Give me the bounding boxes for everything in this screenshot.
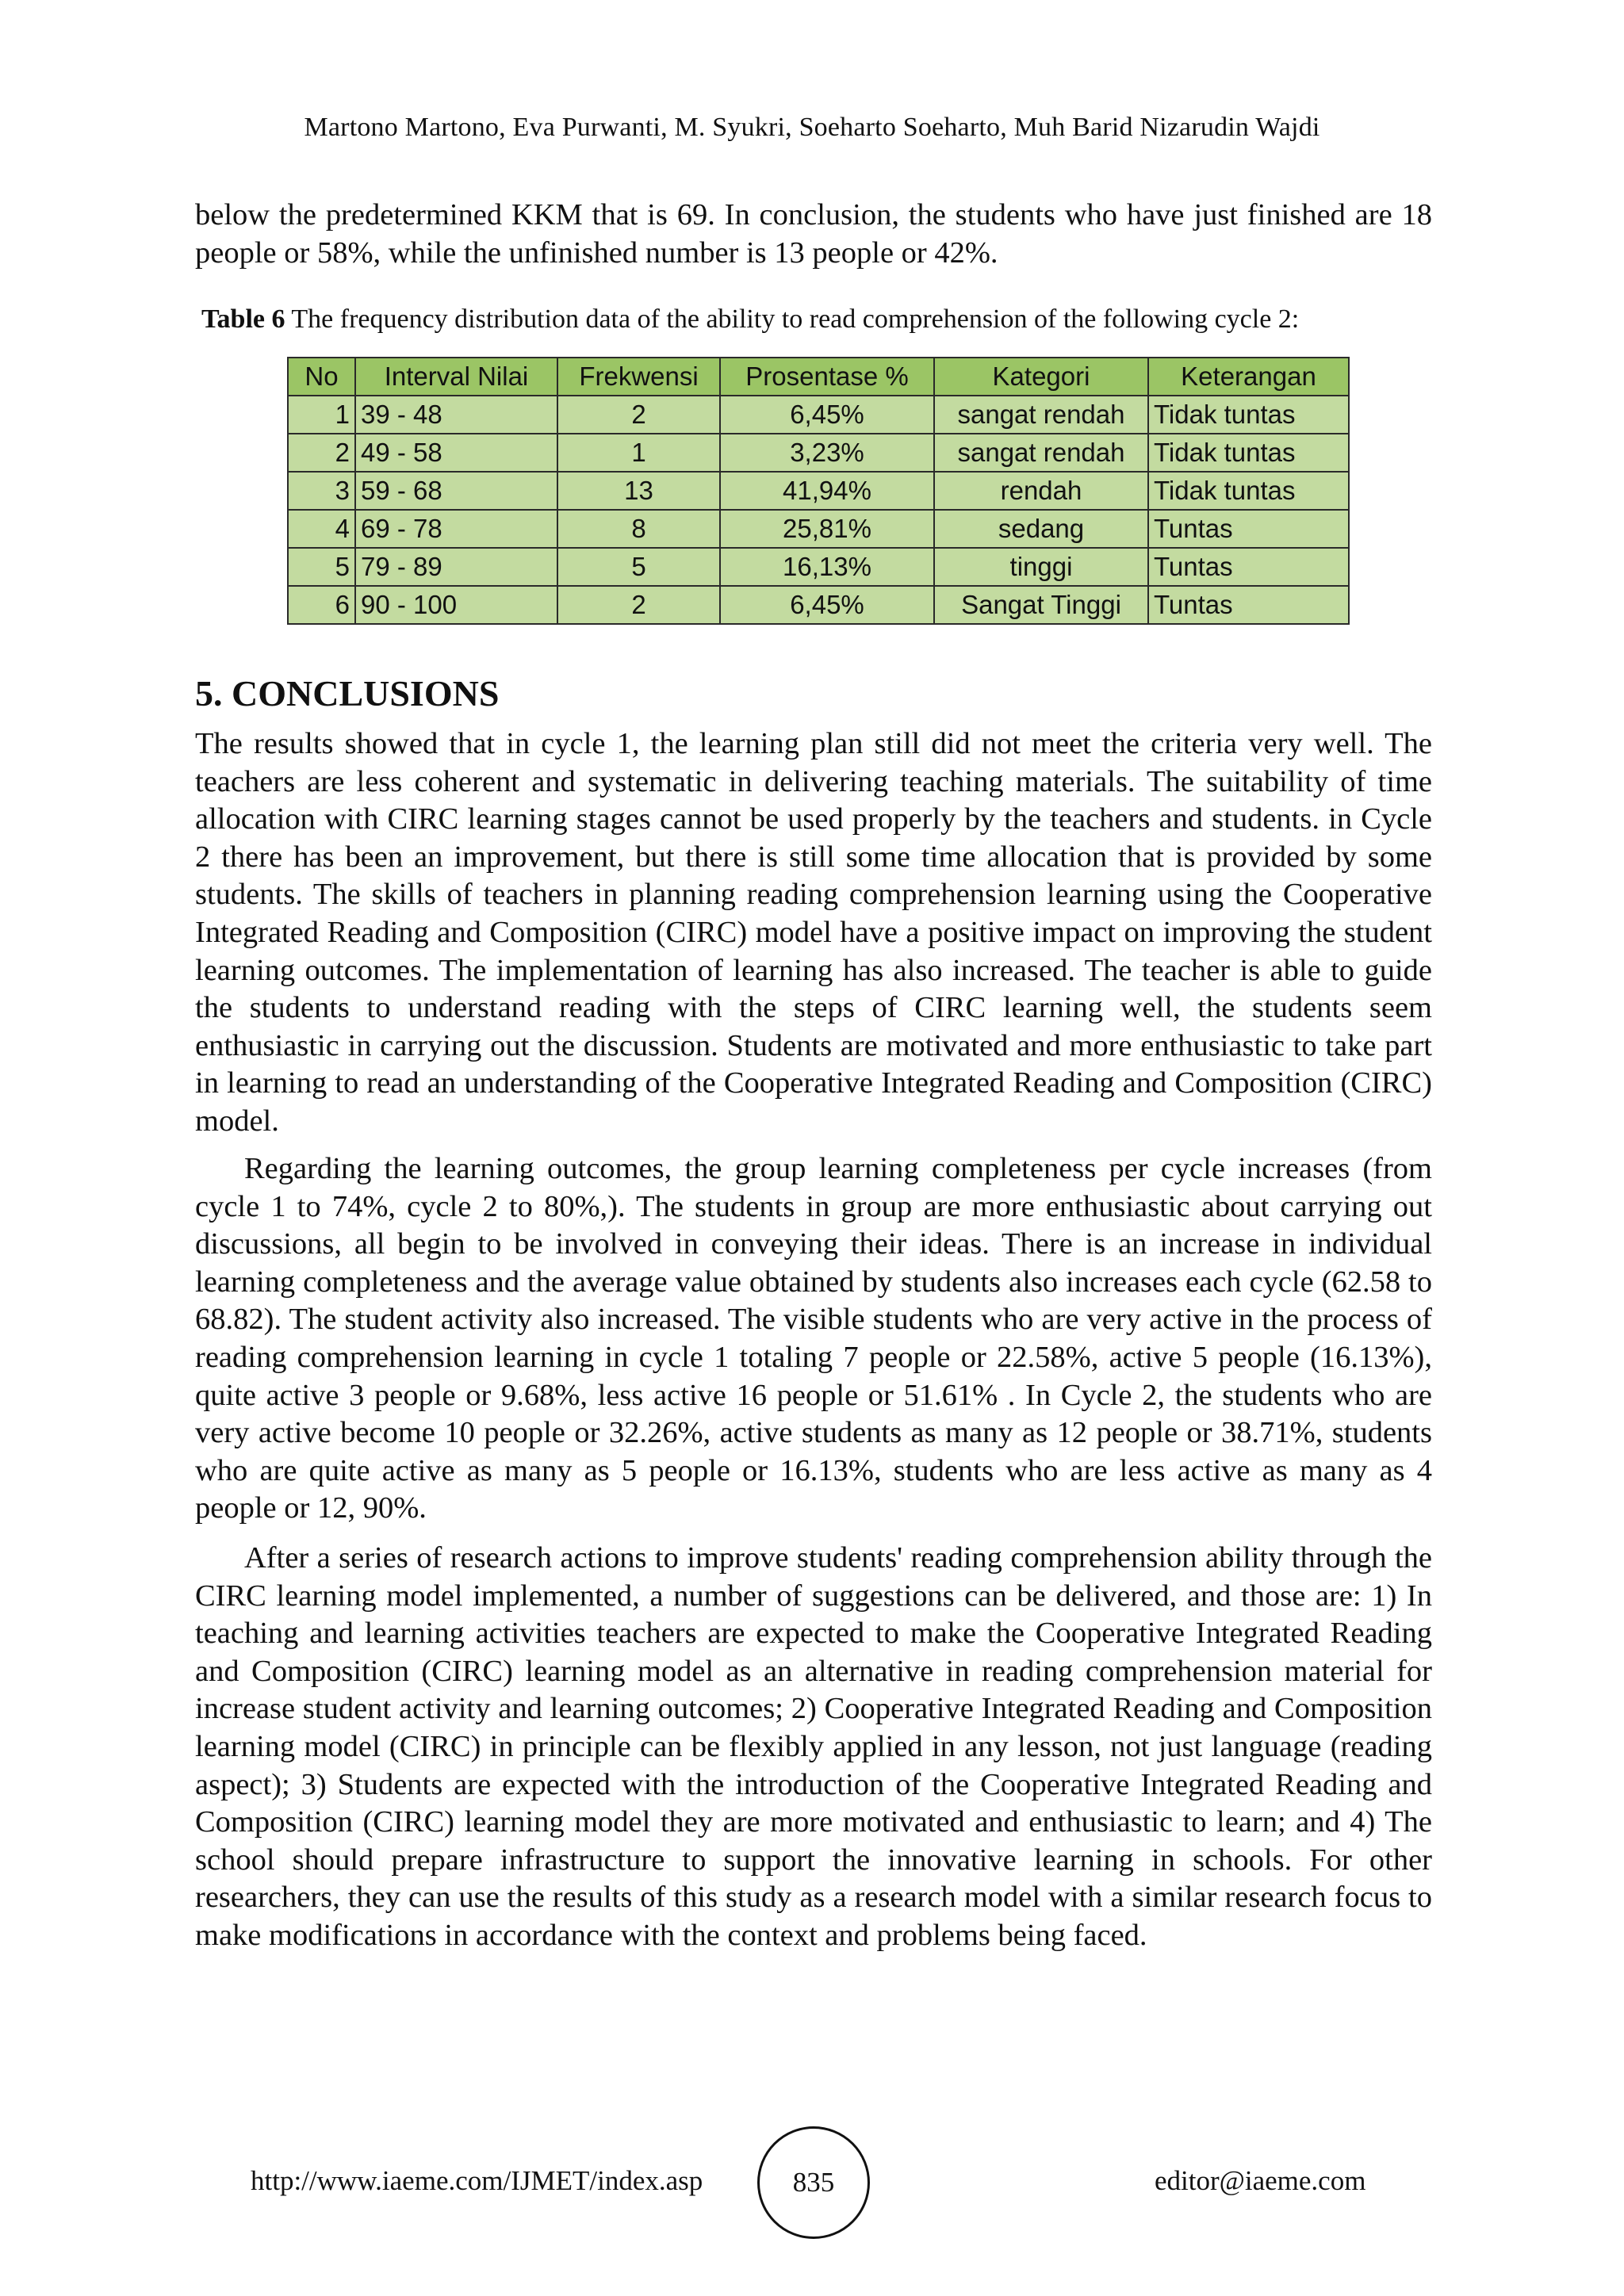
cell-interval: 79 - 89: [355, 548, 557, 586]
header-interval-nilai: Interval Nilai: [355, 358, 557, 396]
cell-prosentase: 3,23%: [720, 434, 934, 472]
cell-interval: 59 - 68: [355, 472, 557, 510]
table-header-row: [288, 358, 1349, 396]
cell-keterangan: Tidak tuntas: [1148, 434, 1349, 472]
cell-no: 2: [288, 434, 355, 472]
cell-prosentase: 41,94%: [720, 472, 934, 510]
footer-email-link[interactable]: editor@iaeme.com: [1155, 2165, 1366, 2196]
header-no: No: [288, 358, 355, 396]
cell-kategori: tinggi: [934, 548, 1148, 586]
cell-frekwensi: 2: [557, 396, 720, 434]
header-kategori: Kategori: [934, 358, 1148, 396]
cell-keterangan: Tidak tuntas: [1148, 472, 1349, 510]
cell-frekwensi: 13: [557, 472, 720, 510]
table-caption-label: Table 6: [201, 304, 285, 334]
cell-kategori: Sangat Tinggi: [934, 586, 1148, 624]
cell-no: 1: [288, 396, 355, 434]
cell-frekwensi: 5: [557, 548, 720, 586]
cell-prosentase: 6,45%: [720, 586, 934, 624]
footer-url-link[interactable]: http://www.iaeme.com/IJMET/index.asp: [251, 2165, 703, 2196]
cell-prosentase: 16,13%: [720, 548, 934, 586]
cell-keterangan: Tuntas: [1148, 510, 1349, 548]
table-caption-text: The frequency distribution data of the ability to read comprehension of the following cycle 2:: [285, 304, 1300, 334]
cell-prosentase: 25,81%: [720, 510, 934, 548]
cell-frekwensi: 8: [557, 510, 720, 548]
cell-kategori: sangat rendah: [934, 434, 1148, 472]
intro-paragraph: below the predetermined KKM that is 69. In conclusion, the students who have just finished are 18 people or 58%, while the unfinished number is 13 people or 42%.: [195, 198, 1432, 270]
table-row: [288, 548, 1349, 586]
cell-prosentase: 6,45%: [720, 396, 934, 434]
table-row: [288, 434, 1349, 472]
cell-keterangan: Tuntas: [1148, 548, 1349, 586]
cell-interval: 39 - 48: [355, 396, 557, 434]
cell-frekwensi: 2: [557, 586, 720, 624]
cell-interval: 49 - 58: [355, 434, 557, 472]
cell-kategori: sedang: [934, 510, 1148, 548]
cell-interval: 69 - 78: [355, 510, 557, 548]
cell-kategori: sangat rendah: [934, 396, 1148, 434]
header-prosentase: Prosentase %: [720, 358, 934, 396]
table-row: [288, 396, 1349, 434]
cell-interval: 90 - 100: [355, 586, 557, 624]
frequency-distribution-table: [287, 357, 1350, 625]
page-number-text: 835: [792, 2167, 835, 2198]
header-frekwensi: Frekwensi: [557, 358, 720, 396]
cell-kategori: rendah: [934, 472, 1148, 510]
table-row: [288, 472, 1349, 510]
header-keterangan: Keterangan: [1148, 358, 1349, 396]
conclusion-paragraph: Regarding the learning outcomes, the group learning completeness per cycle increases (from cycle 1 to 74%, cycle 2 to 80%,). The students in group are more enthusiastic about carrying out discussions, all begin to be involved in conveying their ideas. There is an increase in individual learning completeness and the average value obtained by students also increases each cycle (62.58 to 68.82). The student activity also increased. The visible students who are very active in the process of reading comprehension learning in cycle 1 totaling 7 people or 22.58%, active 5 people (16.13%), quite active 3 people or 9.68%, less active 16 people or 51.61% . In Cycle 2, the students who are very active become 10 people or 32.26%, active students as many as 12 people or 38.71%, students who are quite active as many as 5 people or 16.13%, students who are less active as many as 4 people or 12, 90%.: [195, 1152, 1432, 1525]
table-row: [288, 586, 1349, 624]
conclusion-paragraph: After a series of research actions to improve students' reading comprehension ability through the CIRC learning model implemented, a number of suggestions can be delivered, and those are: 1) In teaching and learning activities teachers are expected to make the Cooperative Integrated Reading and Composition (CIRC) learning model as an alternative in reading comprehension material for increase student activity and learning outcomes; 2) Cooperative Integrated Reading and Composition learning model (CIRC) in principle can be flexibly applied in any lesson, not just language (reading aspect); 3) Students are expected with the introduction of the Cooperative Integrated Reading and Composition (CIRC) learning model they are more motivated and enthusiastic to learn; and 4) The school should prepare infrastructure to support the innovative learning in schools. For other researchers, they can use the results of this study as a research model with a similar research focus to make modifications in accordance with the context and problems being faced.: [195, 1541, 1432, 1952]
running-header-authors: Martono Martono, Eva Purwanti, M. Syukri, Soeharto Soeharto, Muh Barid Nizarudin Wajdi: [304, 113, 1320, 142]
cell-no: 6: [288, 586, 355, 624]
conclusion-paragraph: The results showed that in cycle 1, the learning plan still did not meet the criteria very well. The teachers are less coherent and systematic in delivering teaching materials. The suitability of time allocation with CIRC learning stages cannot be used properly by the teachers and students. in Cycle 2 there has been an improvement, but there is still some time allocation that is provided by some students. The skills of teachers in planning reading comprehension learning using the Cooperative Integrated Reading and Composition (CIRC) model have a positive impact on improving the student learning outcomes. The implementation of learning has also increased. The teacher is able to guide the students to understand reading with the steps of CIRC learning well, the students seem enthusiastic in carrying out the discussion. Students are motivated and more enthusiastic to take part in learning to read an understanding of the Cooperative Integrated Reading and Composition (CIRC) model.: [195, 727, 1432, 1138]
cell-frekwensi: 1: [557, 434, 720, 472]
page-number: [757, 2126, 870, 2239]
table-row: [288, 510, 1349, 548]
cell-no: 4: [288, 510, 355, 548]
cell-no: 3: [288, 472, 355, 510]
cell-no: 5: [288, 548, 355, 586]
cell-keterangan: Tuntas: [1148, 586, 1349, 624]
section-title-conclusions: 5. CONCLUSIONS: [195, 673, 500, 714]
cell-keterangan: Tidak tuntas: [1148, 396, 1349, 434]
table-caption: [201, 304, 1299, 335]
